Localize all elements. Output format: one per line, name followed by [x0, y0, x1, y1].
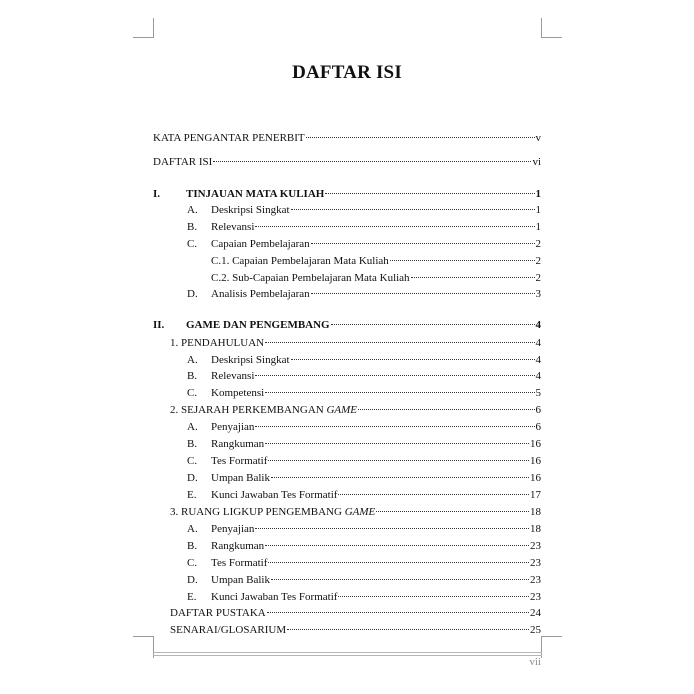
toc-page-number: 6 [535, 421, 541, 433]
toc-page-number: 18 [530, 523, 541, 535]
toc-page-number: 1 [535, 221, 541, 233]
toc-entry-title: DAFTAR PUSTAKA [170, 607, 266, 619]
toc-entry[interactable] [170, 622, 541, 638]
dot-leader [291, 359, 535, 360]
toc-entry-title: C.2. Sub-Capaian Pembelajaran Mata Kuliah [211, 272, 410, 284]
toc-entry[interactable] [211, 470, 541, 486]
toc-page-number: 2 [535, 272, 541, 284]
dot-leader [287, 629, 529, 630]
toc-entry[interactable] [170, 605, 541, 621]
toc-entry-title: TINJAUAN MATA KULIAH [186, 188, 325, 200]
toc-page-number: 6 [535, 404, 541, 416]
toc-entry[interactable] [211, 219, 541, 235]
dot-leader [311, 243, 535, 244]
toc-entry[interactable] [170, 504, 541, 520]
toc-page-number: 23 [530, 574, 541, 586]
toc-entry[interactable] [211, 572, 541, 588]
footer-rule [153, 652, 542, 653]
toc-page-number: vi [532, 156, 541, 168]
toc-entry[interactable] [211, 589, 541, 605]
section-letter: B. [187, 540, 198, 552]
dot-leader [338, 596, 529, 597]
toc-entry-title: Deskripsi Singkat [211, 204, 290, 216]
toc-entry[interactable] [186, 317, 541, 333]
toc-page-number: 3 [535, 288, 541, 300]
toc-entry-title: Umpan Balik [211, 574, 270, 586]
section-letter: D. [187, 288, 198, 300]
dot-leader [271, 579, 529, 580]
toc-entry-title: Penyajian [211, 523, 255, 535]
toc-entry[interactable] [211, 286, 541, 302]
toc-entry-title: DAFTAR ISI [153, 156, 213, 168]
toc-entry[interactable] [211, 270, 541, 286]
toc-entry-title: GAME DAN PENGEMBANG [186, 319, 330, 331]
dot-leader [213, 161, 531, 162]
section-letter: A. [187, 523, 198, 535]
toc-page-number: 25 [530, 624, 541, 636]
toc-entry-title: SENARAI/GLOSARIUM [170, 624, 287, 636]
toc-entry-text: 3. RUANG LIGKUP PENGEMBANG [170, 506, 342, 518]
dot-leader [325, 193, 534, 194]
toc-page-number: 23 [530, 557, 541, 569]
dot-leader [306, 137, 535, 138]
toc-entry-title: Tes Formatif [211, 557, 268, 569]
dot-leader [358, 409, 534, 410]
toc-entry-title: Relevansi [211, 221, 255, 233]
section-letter: A. [187, 421, 198, 433]
toc-page-number: 24 [530, 607, 541, 619]
toc-page-number: 4 [535, 337, 541, 349]
dot-leader [255, 528, 529, 529]
section-letter: C. [187, 557, 198, 569]
section-letter: A. [187, 204, 198, 216]
dot-leader [271, 477, 529, 478]
section-letter: C. [187, 455, 198, 467]
toc-entry[interactable] [211, 487, 541, 503]
dot-leader [376, 511, 529, 512]
section-letter: B. [187, 221, 198, 233]
dot-leader [255, 375, 534, 376]
toc-entry[interactable] [211, 419, 541, 435]
section-letter: D. [187, 574, 198, 586]
toc-entry[interactable] [211, 368, 541, 384]
toc-page-number: 18 [530, 506, 541, 518]
footer-rule [153, 655, 542, 656]
toc-entry-title: Kompetensi [211, 387, 265, 399]
chapter-number: I. [153, 188, 161, 200]
section-letter: E. [187, 489, 197, 501]
toc-entry-title: Tes Formatif [211, 455, 268, 467]
toc-page-number: 5 [535, 387, 541, 399]
toc-page-number: 23 [530, 591, 541, 603]
dot-leader [255, 426, 534, 427]
dot-leader [265, 342, 534, 343]
toc-page-number: 4 [535, 370, 541, 382]
section-letter: D. [187, 472, 198, 484]
section-letter: A. [187, 354, 198, 366]
dot-leader [265, 443, 529, 444]
toc-page-number: 23 [530, 540, 541, 552]
toc-entry[interactable] [211, 538, 541, 554]
toc-entry-title: Kunci Jawaban Tes Formatif [211, 489, 338, 501]
dot-leader [411, 277, 535, 278]
toc-page-number: 1 [535, 188, 541, 200]
toc-entry-title: C.1. Capaian Pembelajaran Mata Kuliah [211, 255, 389, 267]
toc-entry-title: Deskripsi Singkat [211, 354, 290, 366]
toc-page-number: 16 [530, 438, 541, 450]
toc-page-number: 4 [535, 354, 541, 366]
toc-entry[interactable] [211, 236, 541, 252]
toc-page-number: 1 [535, 204, 541, 216]
toc-entry[interactable] [170, 402, 541, 418]
section-letter: C. [187, 238, 198, 250]
dot-leader [291, 209, 535, 210]
dot-leader [311, 293, 535, 294]
toc-page-number: 2 [535, 238, 541, 250]
dot-leader [390, 260, 535, 261]
toc-page-number: 2 [535, 255, 541, 267]
toc-entry[interactable] [170, 335, 541, 351]
toc-entry-italic: GAME [326, 404, 358, 416]
section-letter: B. [187, 438, 198, 450]
dot-leader [331, 324, 535, 325]
toc-page-number: v [535, 132, 541, 144]
toc-entry-title: Umpan Balik [211, 472, 270, 484]
toc-entry-title: Rangkuman [211, 438, 265, 450]
toc-entry-title: Analisis Pembelajaran [211, 288, 310, 300]
toc-entry-title: KATA PENGANTAR PENERBIT [153, 132, 305, 144]
dot-leader [267, 612, 529, 613]
toc-entry[interactable] [211, 385, 541, 401]
toc-entry[interactable] [211, 521, 541, 537]
toc-entry[interactable] [211, 436, 541, 452]
toc-page-number: 4 [535, 319, 541, 331]
toc-entry-italic: GAME [344, 506, 376, 518]
toc-entry[interactable] [186, 186, 541, 202]
dot-leader [265, 392, 534, 393]
toc-page-number: 16 [530, 455, 541, 467]
dot-leader [265, 545, 529, 546]
toc-entry[interactable] [211, 352, 541, 368]
dot-leader [268, 562, 529, 563]
dot-leader [338, 494, 529, 495]
section-letter: C. [187, 387, 198, 399]
toc-page-number: 17 [530, 489, 541, 501]
dot-leader [268, 460, 529, 461]
chapter-number: II. [153, 319, 165, 331]
toc-entry-title [170, 402, 357, 418]
page-folio: vii [529, 656, 541, 668]
toc-entry[interactable] [211, 253, 541, 269]
toc-entry-title: 1. PENDAHULUAN [170, 337, 265, 349]
toc-entry-title [170, 504, 375, 520]
toc-entry-title: Capaian Pembelajaran [211, 238, 310, 250]
toc-entry[interactable] [153, 130, 541, 146]
toc-page-number: 16 [530, 472, 541, 484]
section-letter: B. [187, 370, 198, 382]
toc-entry[interactable] [153, 154, 541, 170]
page-title: DAFTAR ISI [292, 62, 402, 83]
section-letter: E. [187, 591, 197, 603]
toc-entry[interactable] [211, 453, 541, 469]
toc-entry-title: Relevansi [211, 370, 255, 382]
toc-entry-title: Penyajian [211, 421, 255, 433]
toc-entry-title: Rangkuman [211, 540, 265, 552]
dot-leader [255, 226, 534, 227]
toc-entry[interactable] [211, 555, 541, 571]
toc-entry-text: 2. SEJARAH PERKEMBANGAN [170, 404, 324, 416]
toc-entry-title: Kunci Jawaban Tes Formatif [211, 591, 338, 603]
toc-entry[interactable] [211, 202, 541, 218]
